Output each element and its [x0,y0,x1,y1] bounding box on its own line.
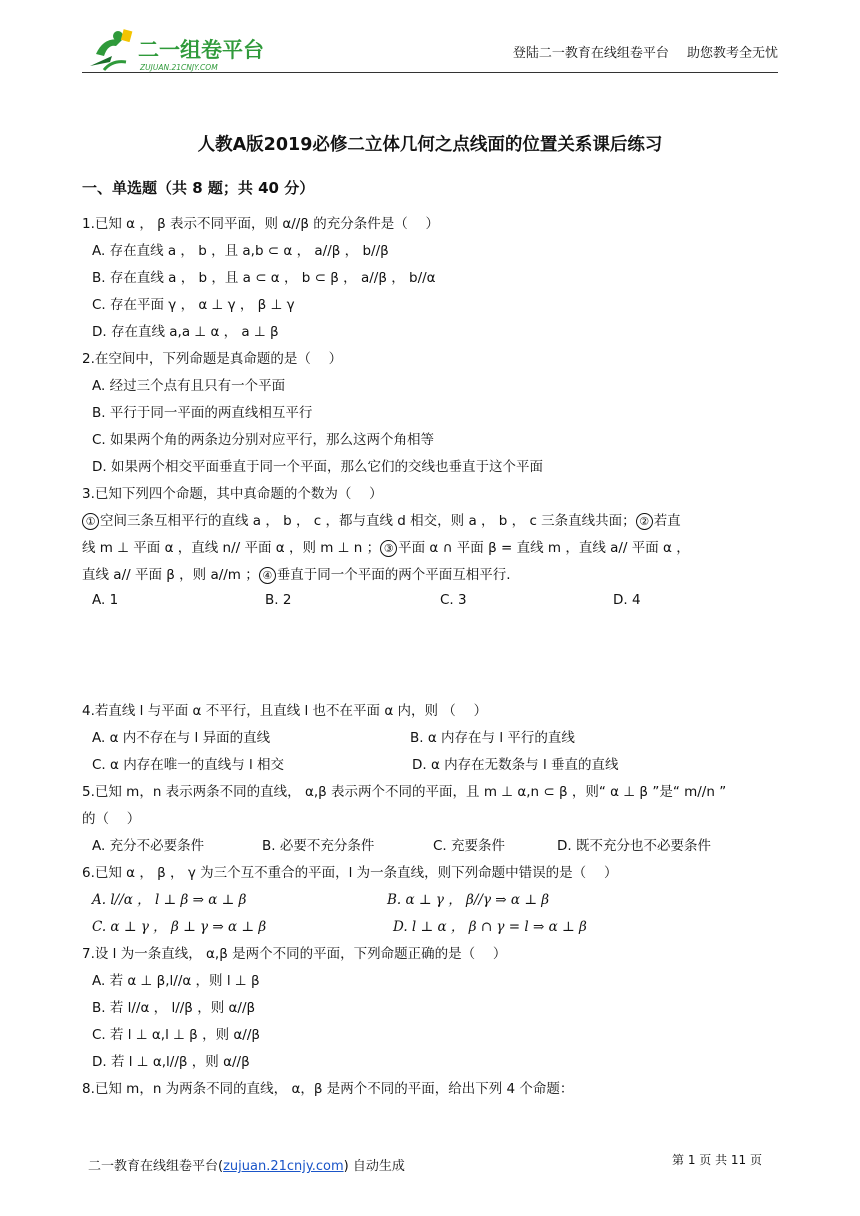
question-1-option-d[interactable]: D. 存在直线 a,a ⊥ α ， a ⊥ β [92,324,279,340]
circle-number-4: ④ [259,567,276,584]
question-6-stem: 6.已知 α ， β ， γ 为三个互不重合的平面，l 为一条直线，则下列命题中错误的是（ ） [82,865,618,881]
question-5-option-c[interactable]: C. 充要条件 [433,838,506,854]
footer-generated-by: 二一教育在线组卷平台(zujuan.21cnjy.com) 自动生成 [88,1159,405,1174]
page-title: 人教A版2019必修二立体几何之点线面的位置关系课后练习 [197,135,663,155]
question-2-option-c[interactable]: C. 如果两个角的两条边分别对应平行，那么这两个角相等 [92,432,435,448]
question-6-option-d[interactable]: D. l ⊥ α ， β ∩ γ = l ⇒ α ⊥ β [393,919,587,935]
question-7-option-d[interactable]: D. 若 l ⊥ α,l//β ，则 α//β [92,1054,250,1070]
question-7-option-c[interactable]: C. 若 l ⊥ α,l ⊥ β ，则 α//β [92,1027,260,1043]
question-1-option-a[interactable]: A. 存在直线 a ， b ，且 a,b ⊂ α ， a//β ， b//β [92,243,389,259]
question-4-option-d[interactable]: D. α 内存在无数条与 l 垂直的直线 [412,757,619,773]
question-4-option-a[interactable]: A. α 内不存在与 l 异面的直线 [92,730,271,746]
site-logo[interactable] [82,26,282,74]
question-6-option-c[interactable]: C. α ⊥ γ ， β ⊥ γ ⇒ α ⊥ β [92,919,267,935]
page-number: 第 1 页 共 11 页 [672,1153,762,1167]
logo-text: 二一组卷平台 [138,38,264,62]
question-2-option-b[interactable]: B. 平行于同一平面的两直线相互平行 [92,405,313,421]
circle-number-2: ② [636,513,653,530]
page-header [82,22,778,73]
question-4-option-b[interactable]: B. α 内存在与 l 平行的直线 [410,730,575,746]
question-3-stem: 3.已知下列四个命题，其中真命题的个数为（ ） [82,486,383,502]
login-link[interactable]: 登陆二一教育在线组卷平台 [512,46,669,61]
circle-number-1: ① [82,513,99,530]
footer-site-link[interactable]: zujuan.21cnjy.com [223,1159,344,1174]
question-3-line-1: ① 空间三条互相平行的直线 a ， b ， c ，都与直线 d 相交，则 a ， b ， c 三条直线共面； ② 若直 [82,509,681,530]
question-3-option-b[interactable]: B. 2 [265,592,292,608]
question-6-option-b[interactable]: B. α ⊥ γ ， β//γ ⇒ α ⊥ β [387,892,550,908]
slogan-text: 助您教考全无忧 [686,46,778,61]
question-5-option-b[interactable]: B. 必要不充分条件 [262,838,375,854]
question-6-option-a[interactable]: A. l//α ， l ⊥ β ⇒ α ⊥ β [92,892,247,908]
question-7-option-a[interactable]: A. 若 α ⊥ β,l//α ，则 l ⊥ β [92,973,260,989]
question-8-stem: 8.已知 m，n 为两条不同的直线， α，β 是两个不同的平面，给出下列 4 个命题： [82,1081,574,1097]
question-1-option-c[interactable]: C. 存在平面 γ ， α ⊥ γ ， β ⊥ γ [92,297,295,313]
question-3-line-2: 线 m ⊥ 平面 α ，直线 n// 平面 α ，则 m ⊥ n ； ③ 平面 α ∩ 平面 β = 直线 m ，直线 a// 平面 α ， [82,540,690,556]
question-2-option-d[interactable]: D. 如果两个相交平面垂直于同一个平面，那么它们的交线也垂直于这个平面 [92,459,543,475]
question-3-option-c[interactable]: C. 3 [440,592,467,608]
section-heading: 一、单选题（共 8 题；共 40 分） [82,179,315,197]
question-3-option-a[interactable]: A. 1 [92,592,119,608]
question-4-stem: 4.若直线 l 与平面 α 不平行，且直线 l 也不在平面 α 内，则 （ ） [82,703,488,719]
question-3-option-d[interactable]: D. 4 [613,592,641,608]
header-links [499,42,778,61]
question-5-option-d[interactable]: D. 既不充分也不必要条件 [557,838,711,854]
question-5-option-a[interactable]: A. 充分不必要条件 [92,838,205,854]
question-5-stem: 5.已知 m，n 表示两条不同的直线， α,β 表示两个不同的平面，且 m ⊥ α,n ⊂ β ，则“ α ⊥ β ”是“ m//n ” [82,784,727,800]
question-3-line-3: 直线 a// 平面 β ，则 a//m ； ④ 垂直于同一个平面的两个平面互相平行. [82,567,511,583]
question-2-option-a[interactable]: A. 经过三个点有且只有一个平面 [92,378,286,394]
question-7-option-b[interactable]: B. 若 l//α ， l//β ，则 α//β [92,1000,256,1016]
circle-number-3: ③ [380,540,397,557]
question-1-option-b[interactable]: B. 存在直线 a ， b ，且 a ⊂ α ， b ⊂ β ， a//β ， b//α [92,270,436,286]
question-5-stem-cont: 的（ ） [82,811,141,827]
question-2-stem: 2.在空间中，下列命题是真命题的是（ ） [82,351,343,367]
question-7-stem: 7.设 l 为一条直线， α,β 是两个不同的平面，下列命题正确的是（ ） [82,946,507,962]
question-1-stem: 1.已知 α ， β 表示不同平面，则 α//β 的充分条件是（ ） [82,216,440,232]
logo-subtext: ZUJUAN.21CNJY.COM [140,63,218,72]
question-4-option-c[interactable]: C. α 内存在唯一的直线与 l 相交 [92,757,285,773]
